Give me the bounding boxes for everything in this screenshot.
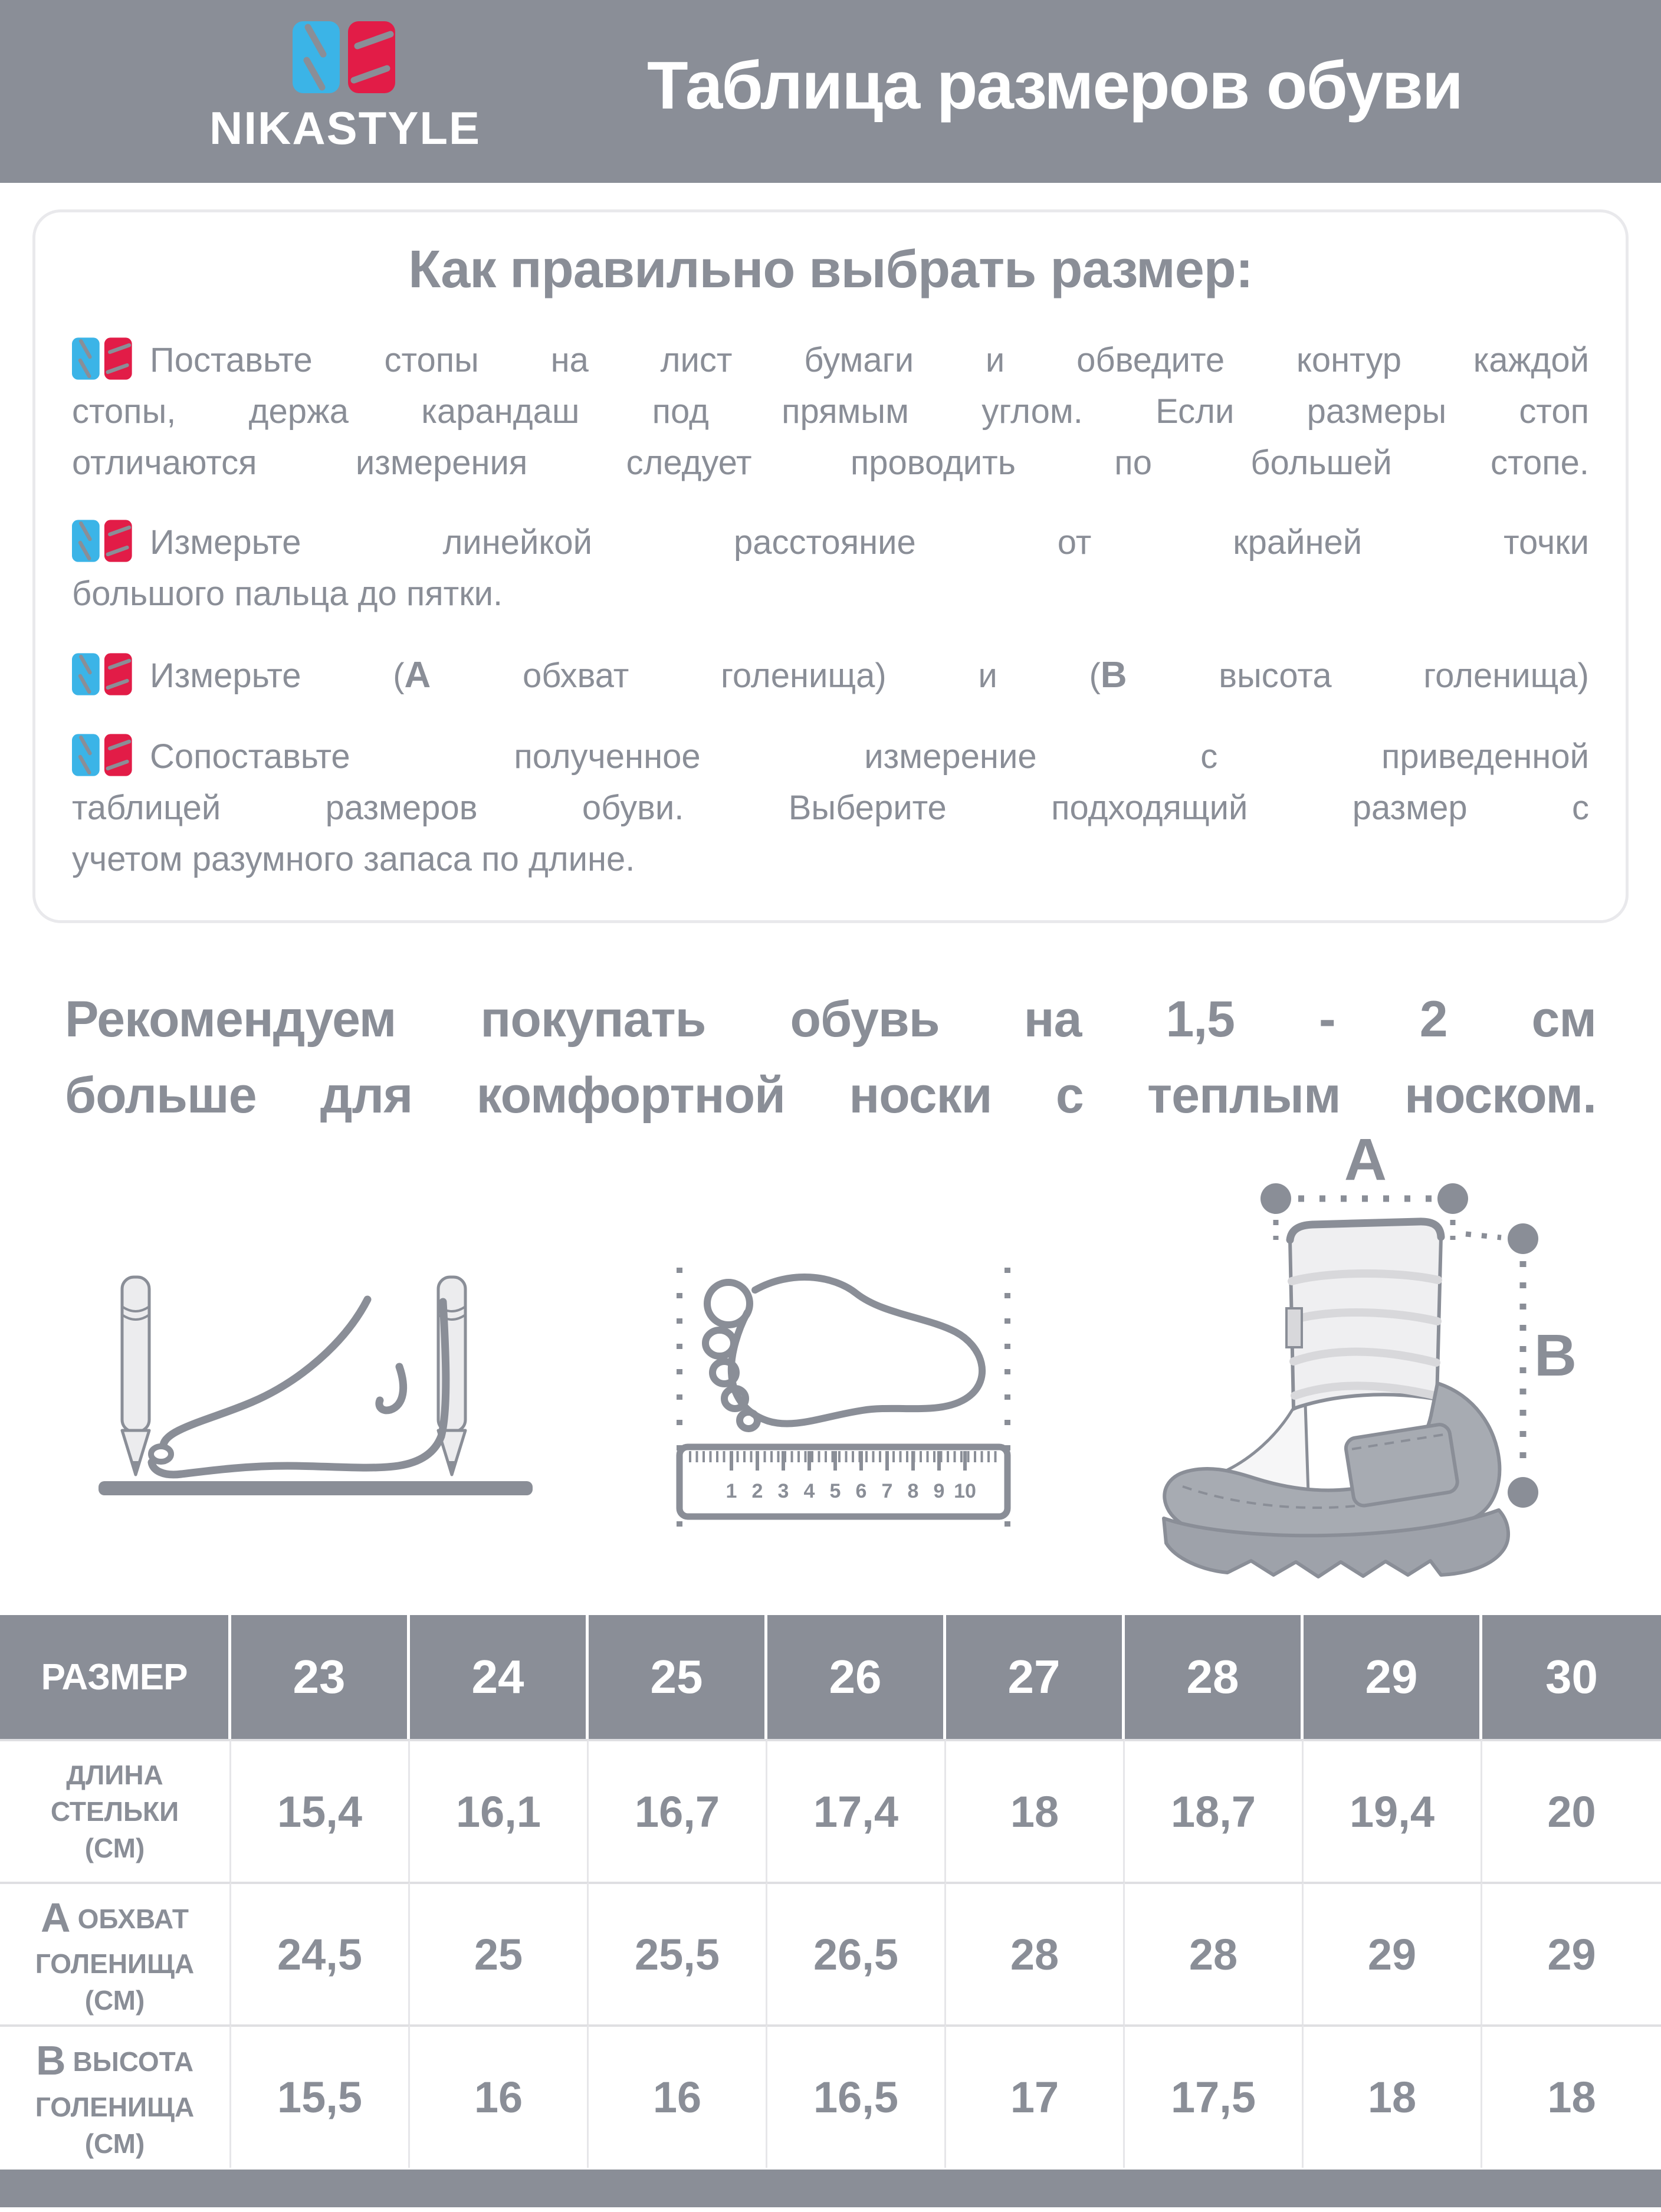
table-value-cell: 25 xyxy=(410,1882,589,2024)
baseline xyxy=(99,1481,533,1495)
table-value-cell: 18,7 xyxy=(1125,1739,1304,1882)
howto-bullet-line: таблицей размеров обуви. Выберите подходящий размер с xyxy=(72,789,1589,827)
table-value-cell: 18 xyxy=(946,1739,1125,1882)
table-value-cell: 24,5 xyxy=(231,1882,410,2024)
footer-bar xyxy=(0,2170,1661,2207)
table-header-size-cell: 29 xyxy=(1304,1615,1482,1739)
table-row-label: ВВЫСОТА ГОЛЕНИЩА (СМ) xyxy=(0,2024,231,2168)
pencil-icon xyxy=(122,1277,149,1475)
ruler-number: 7 xyxy=(881,1480,893,1502)
ruler-number: 6 xyxy=(855,1480,867,1502)
row-letter: А xyxy=(41,1894,71,1941)
table-value-cell: 17,5 xyxy=(1125,2024,1304,2168)
ruler-number: 4 xyxy=(803,1480,815,1502)
ns-logo-icon xyxy=(293,21,398,93)
table-header-size-cell: 30 xyxy=(1482,1615,1661,1739)
howto-bullet-line: отличаются измерения следует проводить по большей стопе. xyxy=(72,444,1589,482)
foot-outline xyxy=(151,1299,446,1475)
table-value-cell: 18 xyxy=(1482,2024,1661,2168)
table-value-cell: 19,4 xyxy=(1304,1739,1482,1882)
boot-measurement-illustration xyxy=(1112,1133,1578,1604)
footprint-outline xyxy=(705,1277,982,1429)
table-value-cell: 15,5 xyxy=(231,2024,410,2168)
recommendation xyxy=(65,982,1596,1134)
howto-bullet-line: стопы, держа карандаш под прямым углом. Если размеры стоп xyxy=(72,392,1589,431)
howto-box xyxy=(32,209,1629,923)
howto-bullet xyxy=(72,334,1589,488)
page-title: Таблица размеров обуви xyxy=(647,48,1462,123)
table-value-cell: 26,5 xyxy=(767,1882,946,2024)
ns-bullet-icon xyxy=(72,337,133,380)
table-header-size-label: РАЗМЕР xyxy=(0,1615,231,1739)
table-value-cell: 16 xyxy=(410,2024,589,2168)
foot-pencils-illustration xyxy=(91,1265,540,1501)
ruler-icon xyxy=(680,1447,1007,1517)
table-value-cell: 16,7 xyxy=(589,1739,767,1882)
table-value-cell: 16,1 xyxy=(410,1739,589,1882)
ruler-number: 1 xyxy=(726,1480,737,1502)
table-value-cell: 18 xyxy=(1304,2024,1482,2168)
recommendation-line-1: Рекомендуем покупать обувь на 1,5 - 2 см xyxy=(65,991,1596,1048)
ruler-number: 5 xyxy=(829,1480,841,1502)
table-value-cell: 29 xyxy=(1304,1882,1482,2024)
table-row-label: ДЛИНА СТЕЛЬКИ (СМ) xyxy=(0,1739,231,1882)
howto-bullet-line: большого пальца до пятки. xyxy=(72,575,503,613)
table-value-cell: 15,4 xyxy=(231,1739,410,1882)
header xyxy=(0,0,1661,183)
howto-bullet-line: учетом разумного запаса по длине. xyxy=(72,840,635,878)
howto-bullet-line: Сопоставьте полученное измерение с приведенной xyxy=(72,731,1589,782)
table-header-size-cell: 23 xyxy=(231,1615,410,1739)
howto-bullet-line: Измерьте (А обхват голенища) и (В высота голенища) xyxy=(72,648,1589,703)
howto-bullet xyxy=(72,731,1589,885)
ruler-number: 3 xyxy=(777,1480,789,1502)
ns-bullet-icon xyxy=(72,520,133,562)
table-value-cell: 16 xyxy=(589,2024,767,2168)
measure-b-label: В xyxy=(1534,1322,1577,1389)
row-letter: В xyxy=(35,2037,66,2084)
ns-bullet-icon xyxy=(72,734,133,776)
ruler-number: 8 xyxy=(907,1480,919,1502)
table-value-cell: 28 xyxy=(946,1882,1125,2024)
table-value-cell: 28 xyxy=(1125,1882,1304,2024)
ns-bullet-icon xyxy=(72,653,133,695)
howto-bullet-line: Поставьте стопы на лист бумаги и обведите контур каждой xyxy=(72,334,1589,386)
table-header-size-cell: 24 xyxy=(410,1615,589,1739)
ruler-number: 10 xyxy=(954,1480,976,1502)
howto-bullet xyxy=(72,648,1589,703)
recommendation-line-2: больше для комфортной носки с теплым носком. xyxy=(65,1067,1596,1124)
table-value-cell: 29 xyxy=(1482,1882,1661,2024)
table-value-cell: 17,4 xyxy=(767,1739,946,1882)
size-table xyxy=(0,1615,1661,2168)
howto-bullet-line: Измерьте линейкой расстояние от крайней точки xyxy=(72,517,1589,568)
table-value-cell: 17 xyxy=(946,2024,1125,2168)
table-header-size-cell: 26 xyxy=(767,1615,946,1739)
table-value-cell: 16,5 xyxy=(767,2024,946,2168)
brand-logo xyxy=(209,21,481,155)
ruler-number: 2 xyxy=(751,1480,763,1502)
brand-name: NIKASTYLE xyxy=(209,102,481,154)
howto-bullet xyxy=(72,517,1589,619)
table-header-size-cell: 27 xyxy=(946,1615,1125,1739)
footprint-ruler-illustration xyxy=(672,1259,1015,1537)
table-value-cell: 25,5 xyxy=(589,1882,767,2024)
howto-bullets xyxy=(72,334,1589,885)
measure-a-label: А xyxy=(1344,1133,1387,1193)
table-header-size-cell: 25 xyxy=(589,1615,767,1739)
table-value-cell: 20 xyxy=(1482,1739,1661,1882)
table-row-label: АОБХВАТ ГОЛЕНИЩА (СМ) xyxy=(0,1882,231,2024)
ruler-number: 9 xyxy=(933,1480,945,1502)
howto-title: Как правильно выбрать размер: xyxy=(408,240,1253,299)
boot-icon xyxy=(1164,1222,1508,1577)
table-header-size-cell: 28 xyxy=(1125,1615,1304,1739)
